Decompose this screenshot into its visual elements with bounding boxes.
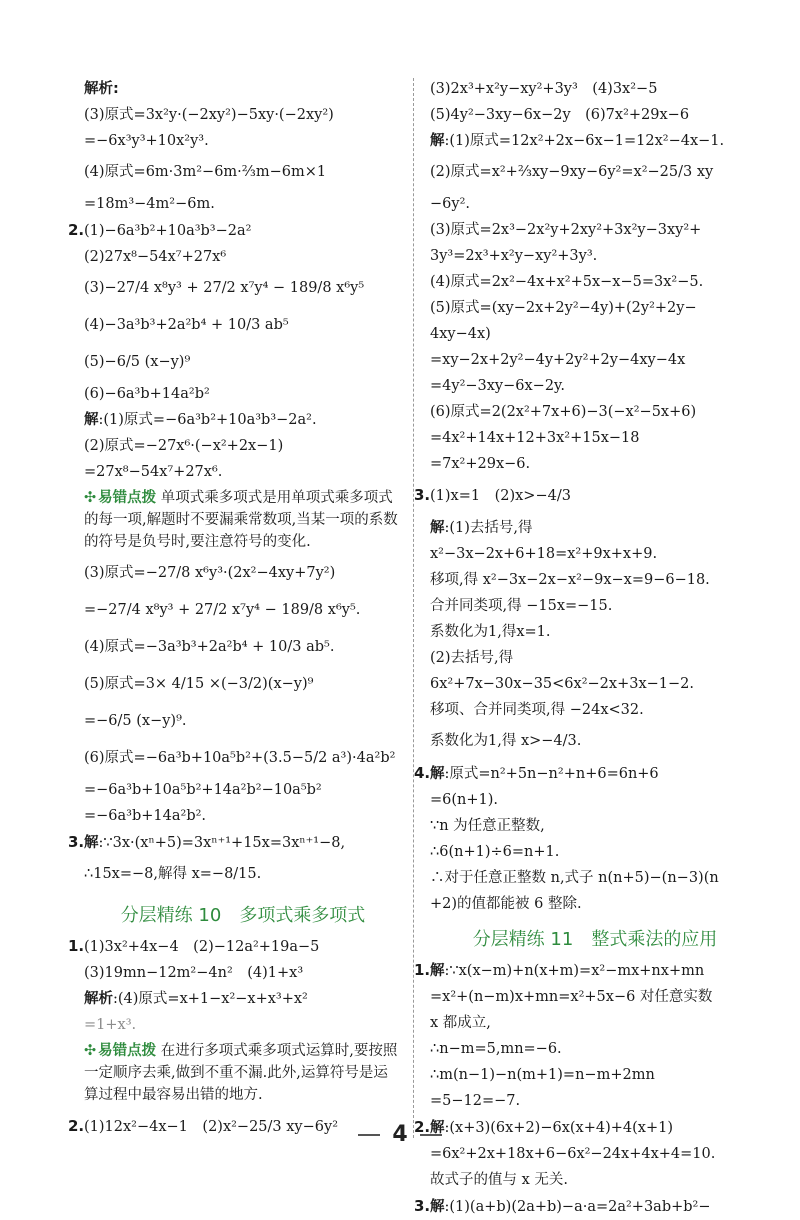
text-line: 系数化为1,得x=1. [430, 623, 551, 640]
text-line: +2)的值都能被 6 整除. [430, 895, 582, 912]
text-line: (2)去括号,得 [430, 649, 514, 666]
question-number: 3. [414, 1196, 431, 1215]
left-column [68, 76, 402, 1146]
tip-text: 在进行多项式乘多项式运算时,要按照一定顺序去乘,做到不重不漏.此外,运算符号是运算过程中最容易出错的地方. [84, 1043, 398, 1103]
text-line: (3)−27/4 x⁸y³ + 27/2 x⁷y⁴ − 189/8 x⁶y⁵ [84, 280, 365, 296]
text-line: (5)原式=(xy−2x+2y²−4y)+(2y²+2y− [430, 299, 697, 316]
text-line: (2)27x⁸−54x⁷+27x⁶ [84, 248, 227, 265]
text-line: (6)原式=2(2x²+7x+6)−3(−x²−5x+6) [430, 403, 697, 420]
text-line: :(1)原式=−6a³b²+10a³b³−2a². [98, 411, 317, 428]
text-line: 6x²+7x−30x−35<6x²−2x+3x−1−2. [430, 675, 694, 692]
question-number: 2. [414, 1117, 431, 1136]
text-line: (2)原式=x²+⅔xy−9xy−6y²=x²−25/3 xy [430, 164, 714, 180]
text-line: :∵3x·(xⁿ+5)=3xⁿ⁺¹+15x=3xⁿ⁺¹−8, [98, 834, 346, 851]
text-line: (6)原式=−6a³b+10a⁵b²+(3.5−5/2 a³)·4a²b² [84, 750, 396, 766]
text-line: ∴对于任意正整数 n,式子 n(n+5)−(n−3)(n [430, 869, 719, 886]
tip-label: ✣ 易错点拨 [84, 490, 157, 506]
text-line: (4)−3a³b³+2a²b⁴ + 10/3 ab⁵ [84, 317, 289, 333]
section-title: 分层精练 11 整式乘法的应用 [472, 929, 718, 950]
text-line: (4)原式=6m·3m²−6m·⅔m−6m×1 [84, 164, 327, 180]
text-line: (3)19mn−12m²−4n² (4)1+x³ [84, 964, 304, 981]
text-line: =6(n+1). [430, 791, 499, 808]
text-line: =6x²+2x+18x+6−6x²−24x+4x+4=10. [430, 1145, 716, 1162]
text-line: (1)12x²−4x−1 (2)x²−25/3 xy−6y² [84, 1119, 339, 1135]
dash-left [358, 1134, 380, 1136]
text-line: =27x⁸−54x⁷+27x⁶. [84, 463, 223, 480]
text-line: (2)原式=−27x⁶·(−x²+2x−1) [84, 437, 284, 454]
text-line: =1+x³. [84, 1016, 137, 1033]
analysis-label: 解析 [84, 990, 113, 1007]
right-column [414, 76, 760, 1220]
text-line: (5)原式=3× 4/15 ×(−3/2)(x−y)⁹ [84, 676, 314, 692]
text-line: ∵n 为任意正整数, [430, 817, 545, 834]
tip-label: ✣ 易错点拨 [84, 1043, 157, 1059]
text-line: (3)原式=3x²y·(−2xy²)−5xy·(−2xy²) [84, 106, 334, 123]
tip-box [84, 1038, 402, 1108]
tip-icon: ✣ [84, 490, 97, 506]
text-line: =18m³−4m²−6m. [84, 195, 215, 212]
text-line: (4)原式=−3a³b³+2a²b⁴ + 10/3 ab⁵. [84, 639, 335, 655]
text-line: (6)−6a³b+14a²b² [84, 385, 210, 402]
section-title: 分层精练 10 多项式乘多项式 [120, 905, 366, 926]
text-line: =−6a³b+10a⁵b²+14a²b²−10a⁵b² [84, 781, 322, 798]
text-line: =5−12=−7. [430, 1092, 521, 1109]
text-line: 4xy−4x) [430, 325, 491, 342]
tip-box [84, 485, 402, 555]
text-line: :(1)原式=12x²+2x−6x−1=12x²−4x−1. [444, 132, 725, 149]
text-line: (1)x=1 (2)x>−4/3 [430, 488, 571, 504]
text-line: (5)4y²−3xy−6x−2y (6)7x²+29x−6 [430, 106, 690, 123]
text-line: ∴n−m=5,mn=−6. [430, 1040, 562, 1057]
question-number: 1. [414, 960, 431, 979]
question-number: 3. [414, 486, 431, 504]
solution-label: 解 [430, 132, 445, 149]
tip-icon: ✣ [84, 1043, 97, 1059]
text-line: =−27/4 x⁸y³ + 27/2 x⁷y⁴ − 189/8 x⁶y⁵. [84, 602, 361, 618]
text-line: 故式子的值与 x 无关. [430, 1171, 569, 1188]
text-line: =xy−2x+2y²−4y+2y²+2y−4xy−4x [430, 351, 686, 368]
text-line: :(4)原式=x+1−x²−x+x³+x² [113, 990, 308, 1007]
text-line: :原式=n²+5n−n²+n+6=6n+6 [444, 765, 659, 782]
text-line: =7x²+29x−6. [430, 455, 531, 472]
page-number-text: 4 [392, 1122, 408, 1147]
solution-label: 解 [84, 411, 99, 428]
text-line: =−6/5 (x−y)⁹. [84, 713, 187, 729]
text-line: =4y²−3xy−6x−2y. [430, 377, 565, 394]
text-line: (3)原式=2x³−2x²y+2xy²+3x²y−3xy²+ [430, 221, 702, 238]
text-line: 移项、合并同类项,得 −24x<32. [430, 701, 644, 718]
text-line: x²−3x−2x+6+18=x²+9x+x+9. [430, 545, 658, 562]
text-line: :(1)(a+b)(2a+b)−a·a=2a²+3ab+b²− [444, 1198, 711, 1215]
text-line: :∵x(x−m)+n(x+m)=x²−mx+nx+mn [444, 962, 705, 979]
question-number: 2. [68, 1117, 85, 1135]
text-line: x 都成立, [430, 1014, 491, 1031]
text-line: 系数化为1,得 x>−4/3. [430, 733, 582, 749]
text-line: (4)原式=2x²−4x+x²+5x−x−5=3x²−5. [430, 273, 704, 290]
text-line: =x²+(n−m)x+mn=x²+5x−6 对任意实数 [430, 988, 713, 1005]
text-line: =4x²+14x+12+3x²+15x−18 [430, 429, 640, 446]
text-line: :(x+3)(6x+2)−6x(x+4)+4(x+1) [444, 1119, 674, 1136]
question-number: 3. [68, 832, 85, 851]
text-line: (3)2x³+x²y−xy²+3y³ (4)3x²−5 [430, 80, 658, 97]
solution-label: 解 [430, 962, 445, 979]
text-line: :(1)去括号,得 [444, 519, 533, 536]
solution-label: 解 [430, 765, 445, 782]
question-number: 1. [68, 936, 85, 955]
text-line: =−6a³b+14a²b². [84, 807, 207, 824]
question-number: 4. [414, 763, 431, 782]
text-line: 合并同类项,得 −15x=−15. [430, 597, 613, 614]
text-line: ∴6(n+1)÷6=n+1. [430, 843, 560, 860]
text-line: ∴m(n−1)−n(m+1)=n−m+2mn [430, 1066, 655, 1083]
text-line: (1)3x²+4x−4 (2)−12a²+19a−5 [84, 938, 320, 955]
text-line: 3y³=2x³+x²y−xy²+3y³. [430, 247, 598, 264]
solution-label: 解 [430, 1119, 445, 1136]
page-number [0, 1119, 800, 1147]
text-line: −6y². [430, 195, 470, 212]
question-number: 2. [68, 220, 85, 239]
solution-label: 解 [430, 1198, 445, 1215]
text-line: (1)−6a³b²+10a³b³−2a² [84, 222, 252, 239]
text-line: ∴15x=−8,解得 x=−8/15. [84, 866, 262, 882]
text-line: (5)−6/5 (x−y)⁹ [84, 354, 191, 370]
solution-label: 解 [430, 519, 445, 536]
answer-heading: 解析: [84, 80, 119, 97]
text-line: 移项,得 x²−3x−2x−x²−9x−x=9−6−18. [430, 571, 710, 588]
solution-label: 解 [84, 834, 99, 851]
tip-text: 单项式乘多项式是用单项式乘多项式的每一项,解题时不要漏乘常数项,当某一项的系数的符号是负号时,要注意符号的变化. [84, 490, 398, 550]
text-line: (3)原式=−27/8 x⁶y³·(2x²−4xy+7y²) [84, 565, 336, 581]
text-line: =−6x³y³+10x²y³. [84, 132, 209, 149]
dash-right [420, 1134, 442, 1136]
